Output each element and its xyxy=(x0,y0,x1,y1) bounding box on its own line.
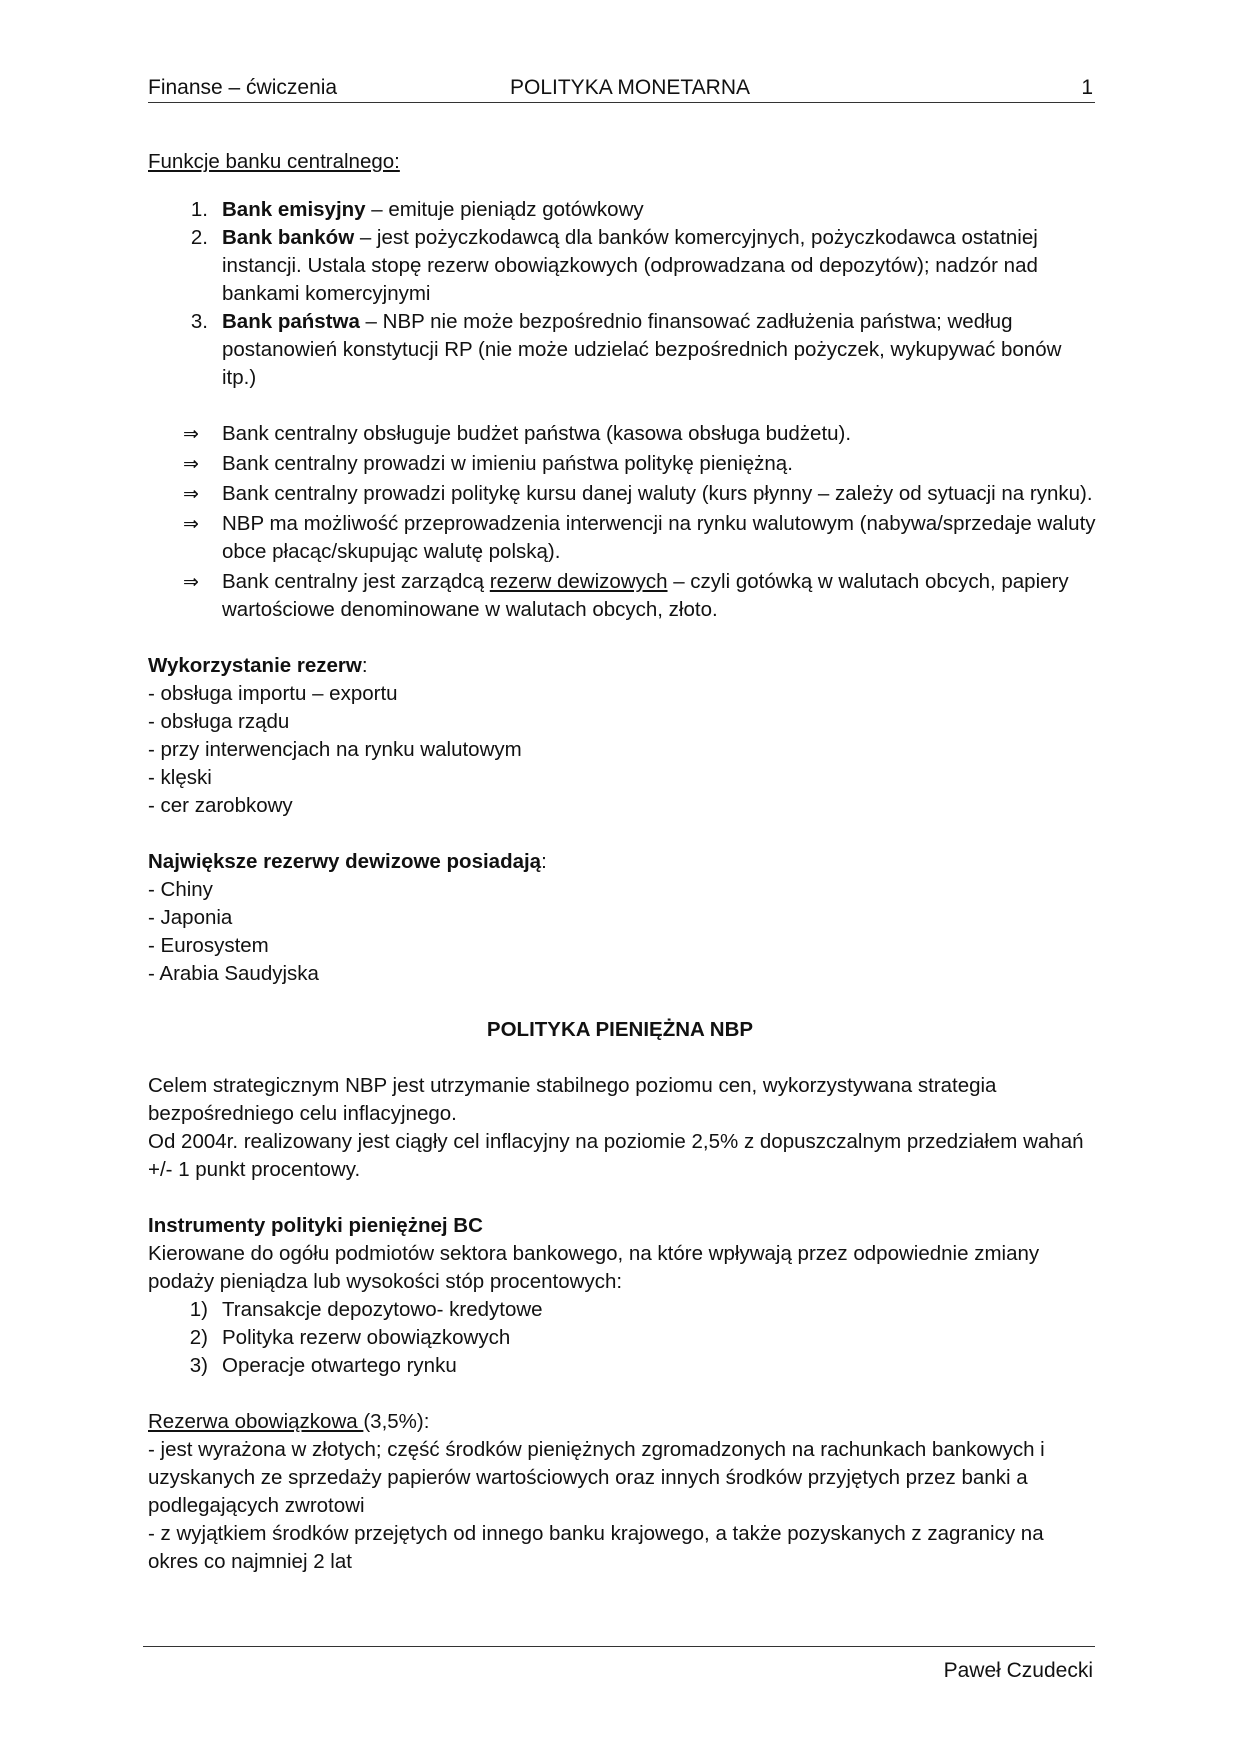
list-item: - przy interwencjach na rynku walutowym xyxy=(148,738,522,761)
paragraph: Od 2004r. realizowany jest ciągły cel inflacyjny na poziomie 2,5% z dopuszczalnym przedziałem wahań +/- 1 punkt procentowy. xyxy=(148,1130,1084,1181)
arrow-item-text: Bank centralny prowadzi politykę kursu danej waluty (kurs płynny – zależy od sytuacji na rynku). xyxy=(222,482,1093,505)
rezerwy-dewizowe-term: rezerw dewizowych xyxy=(489,570,668,593)
arrow-item-text: Bank centralny prowadzi w imieniu państwa politykę pieniężną. xyxy=(222,452,793,475)
double-arrow-icon: ⇒ xyxy=(183,423,199,445)
list-item: - obsługa rządu xyxy=(148,710,290,733)
page-header xyxy=(148,76,1095,103)
arrow-item xyxy=(148,510,1098,566)
list-item: - cer zarobkowy xyxy=(148,794,293,817)
list-item-text: – jest pożyczkodawcą dla banków komercyjnych, pożyczkodawca ostatniej instancji. Ustala stopę rezerw obowiązkowych (odprowadzana od depozytów); nadzór nad bankami komercyjnymi xyxy=(222,226,1038,305)
list-item xyxy=(148,1324,1098,1352)
section-title-funkcje: Funkcje banku centralnego: xyxy=(148,150,400,173)
list-item-text: Polityka rezerw obowiązkowych xyxy=(222,1326,511,1349)
list-item: - klęski xyxy=(148,766,212,789)
list-number: 1) xyxy=(189,1298,208,1321)
double-arrow-icon: ⇒ xyxy=(183,513,199,535)
double-arrow-icon: ⇒ xyxy=(183,571,199,593)
arrow-item xyxy=(148,450,1098,478)
double-arrow-icon: ⇒ xyxy=(183,483,199,505)
list-item-bold: Bank państwa xyxy=(222,310,360,333)
list-number: 3) xyxy=(189,1354,208,1377)
list-item: - Arabia Saudyjska xyxy=(148,962,319,985)
list-item xyxy=(148,224,1098,308)
list-item: - Eurosystem xyxy=(148,934,269,957)
page-footer xyxy=(143,1646,1095,1682)
arrow-item-text: – czyli gotówką w walutach obcych, papiery wartościowe denominowane w walutach obcych, złoto. xyxy=(222,570,1069,621)
header-title: POLITYKA MONETARNA xyxy=(510,76,750,99)
arrow-item-text: Bank centralny jest zarządcą xyxy=(222,570,490,593)
list-number: 1. xyxy=(190,198,208,221)
list-item: - Chiny xyxy=(148,878,213,901)
paragraph: Kierowane do ogółu podmiotów sektora bankowego, na które wpływają przez odpowiednie zmiany podaży pieniądza lub wysokości stóp procentowych: xyxy=(148,1242,1040,1293)
section-title-wykorzystanie: Wykorzystanie rezerw: xyxy=(148,654,368,677)
arrow-item xyxy=(148,568,1098,624)
section-title-instrumenty: Instrumenty polityki pieniężnej BC xyxy=(148,1214,483,1237)
list-item xyxy=(148,308,1098,392)
section-title-rezerwa: Rezerwa obowiązkowa (3,5%): xyxy=(148,1410,430,1433)
arrow-item xyxy=(148,480,1098,508)
list-item xyxy=(148,1352,1098,1380)
arrow-item-text: NBP ma możliwość przeprowadzenia interwencji na rynku walutowym (nabywa/sprzedaje waluty obce płacąc/skupując walutę polską). xyxy=(222,512,1096,563)
section-title-polityka: POLITYKA PIENIĘŻNA NBP xyxy=(486,1018,754,1041)
paragraph: - z wyjątkiem środków przejętych od innego banku krajowego, a także pozyskanych z zagranicy na okres co najmniej 2 lat xyxy=(148,1522,1044,1573)
paragraph: - jest wyrażona w złotych; część środków pieniężnych zgromadzonych na rachunkach bankowych i uzyskanych ze sprzedaży papierów wartościowych oraz innych środków przyjętych przez banki a podlegających zwrotowi xyxy=(148,1438,1045,1517)
document-body xyxy=(148,148,1098,1576)
paragraph: Celem strategicznym NBP jest utrzymanie stabilnego poziomu cen, wykorzystywana strategia bezpośredniego celu inflacyjnego. xyxy=(148,1074,997,1125)
section-title-najwieksze: Największe rezerwy dewizowe posiadają: xyxy=(148,850,547,873)
arrow-item xyxy=(148,420,1098,448)
list-number: 2. xyxy=(190,226,208,249)
author-name: Paweł Czudecki xyxy=(943,1659,1093,1682)
page-number: 1 xyxy=(1081,76,1093,99)
list-item-bold: Bank emisyjny xyxy=(222,198,366,221)
list-item xyxy=(148,1296,1098,1324)
list-item: - obsługa importu – exportu xyxy=(148,682,398,705)
list-item-text: – NBP nie może bezpośrednio finansować zadłużenia państwa; według postanowień konstytucji RP (nie może udzielać bezpośrednich pożyczek, wykupywać bonów itp.) xyxy=(222,310,1062,389)
list-number: 2) xyxy=(189,1326,208,1349)
list-item-text: Transakcje depozytowo- kredytowe xyxy=(222,1298,543,1321)
list-item: - Japonia xyxy=(148,906,233,929)
arrow-item-text: Bank centralny obsługuje budżet państwa (kasowa obsługa budżetu). xyxy=(222,422,852,445)
list-item-text: Operacje otwartego rynku xyxy=(222,1354,457,1377)
double-arrow-icon: ⇒ xyxy=(183,453,199,475)
list-item xyxy=(148,196,1098,224)
list-item-text: – emituje pieniądz gotówkowy xyxy=(365,198,644,221)
list-number: 3. xyxy=(190,310,208,333)
list-item-bold: Bank banków xyxy=(222,226,355,249)
header-course: Finanse – ćwiczenia xyxy=(148,76,338,99)
